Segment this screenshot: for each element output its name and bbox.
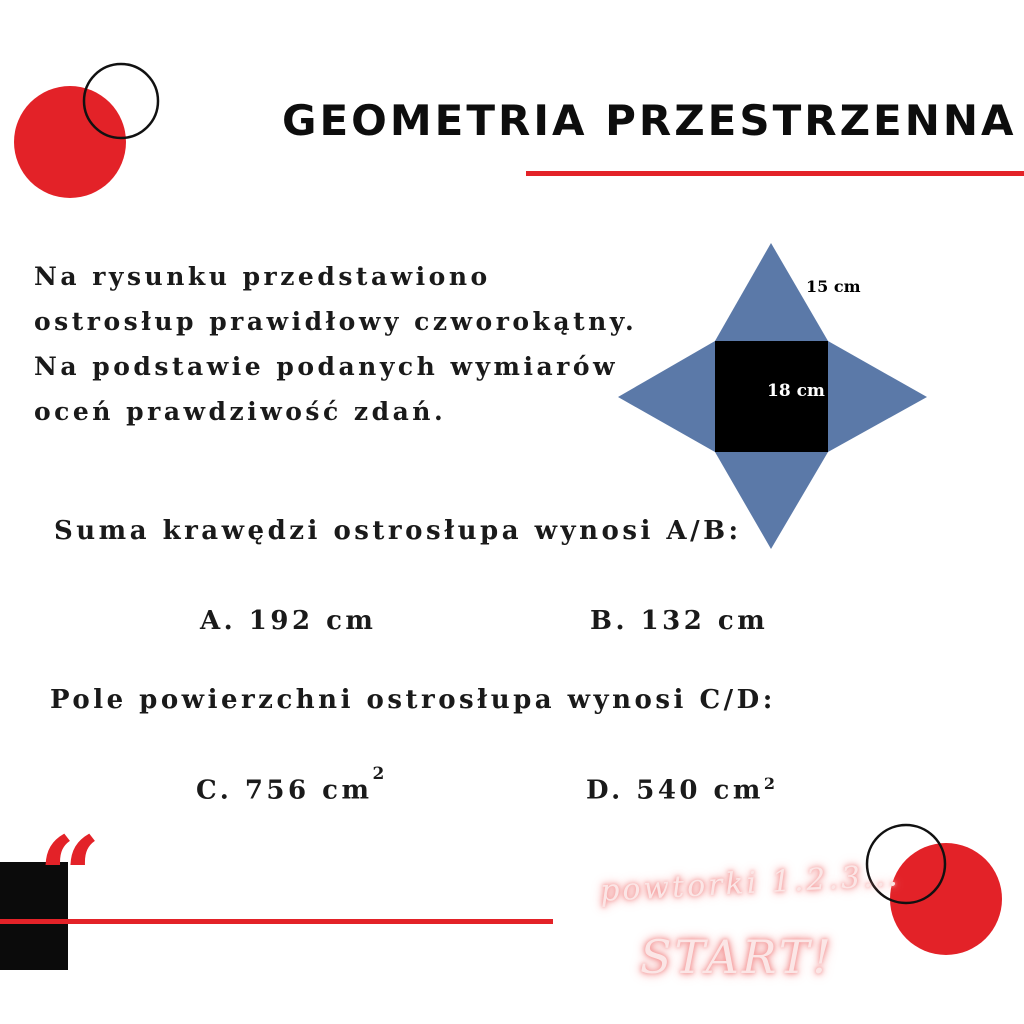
option-a: A. 192 cm — [200, 606, 377, 636]
quote-mark-icon: “ — [38, 812, 102, 941]
option-c — [196, 764, 385, 806]
intro-line: oceń prawdziwość zdań. — [34, 397, 447, 426]
option-c-exponent: 2 — [372, 764, 385, 784]
neon-text-line-2: START! — [640, 930, 834, 984]
option-c-text: C. 756 cm — [196, 775, 373, 806]
option-b: B. 132 cm — [590, 606, 769, 636]
intro-text — [34, 254, 694, 434]
neon-text-line-1: powtorki 1.2.3... — [599, 858, 902, 909]
title-underline — [526, 171, 1024, 176]
net-triangle-right — [828, 341, 927, 452]
base-label: 18 cm — [767, 381, 825, 401]
question-2: Pole powierzchni ostrosłupa wynosi C/D: — [50, 685, 776, 715]
question-1: Suma krawędzi ostrosłupa wynosi A/B: — [54, 516, 742, 546]
intro-line: Na podstawie podanych wymiarów — [34, 352, 619, 381]
edge-label: 15 cm — [806, 277, 861, 296]
option-d-text: D. 540 cm — [586, 775, 764, 806]
intro-line: Na rysunku przedstawiono — [34, 262, 491, 291]
option-d — [586, 774, 775, 806]
intro-line: ostrosłup prawidłowy czworokątny. — [34, 307, 638, 336]
option-d-exponent: 2 — [763, 774, 776, 793]
red-circle-top-left — [14, 86, 126, 198]
page-title: GEOMETRIA PRZESTRZENNA — [282, 96, 1017, 145]
